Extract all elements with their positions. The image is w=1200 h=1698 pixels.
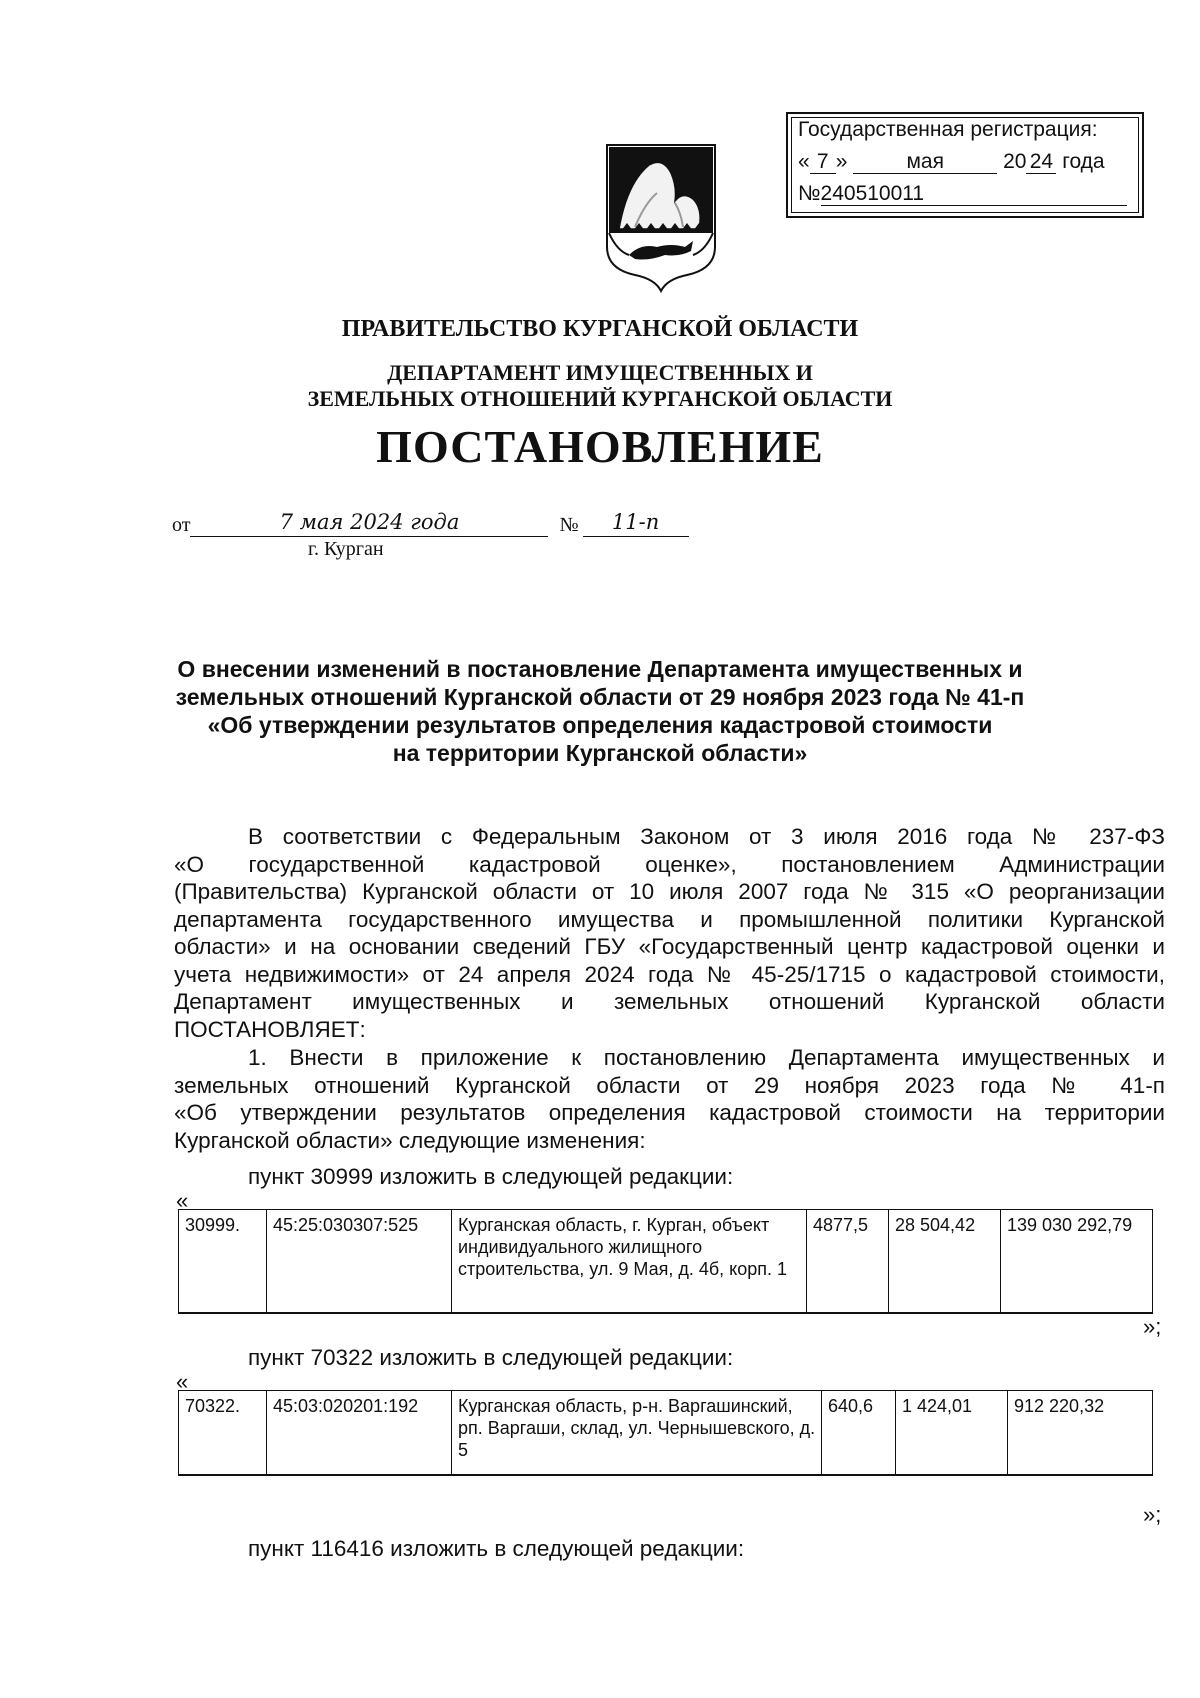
registration-title: Государственная регистрация: [798,118,1098,141]
handwritten-number: 11-п [611,510,660,534]
object-address: Курганская область, г. Курган, объект индивидуального жилищного строительства, ул. 9 Мая, д. 4б, корп. 1 [452,1210,807,1314]
quote-open: « [176,1369,189,1394]
object-area: 640,6 [822,1391,896,1476]
quote-open: « [176,1188,189,1213]
subject-line: О внесении изменений в постановление Департамента имущественных и [177,656,1023,682]
quote-close: »; [1143,1502,1162,1527]
paragraph-item-1 [174,1044,1165,1154]
subject-line: земельных отношений Курганской области от 29 ноября 2023 года № 41-п [175,684,1025,710]
registration-stamp [786,112,1144,218]
city-label: г. Курган [308,538,384,560]
cadastral-row-table [178,1209,1153,1314]
text-line: Курганской области» следующие изменения: [174,1127,646,1153]
row-number: 30999. [179,1210,267,1314]
text-line: «О государственной кадастровой оценке», постановлением Администрации [174,851,1165,877]
registration-number: №240510011 [798,182,1127,206]
department-title-line2: ЗЕМЕЛЬНЫХ ОТНОШЕНИЙ КУРГАНСКОЙ ОБЛАСТИ [307,386,893,411]
department-title-line1: ДЕПАРТАМЕНТ ИМУЩЕСТВЕННЫХ И [387,360,813,385]
document-type-title: ПОСТАНОВЛЕНИЕ [376,421,824,472]
cadastral-row-table [178,1390,1153,1476]
cadastral-number: 45:25:030307:525 [267,1210,452,1314]
coat-of-arms-icon [605,143,717,293]
registration-number-value: 240510011 [821,183,1127,206]
specific-value: 1 424,01 [896,1391,1008,1476]
date-number-line: от 7 мая 2024 года № 11-п [172,512,689,537]
paragraph-preamble [174,823,1165,1043]
text-line: ПОСТАНОВЛЯЕТ: [174,1016,366,1042]
row-number: 70322. [179,1391,267,1476]
cadastral-value: 912 220,32 [1008,1391,1153,1476]
handwritten-date: 7 мая 2024 года [279,510,460,534]
text-line: области» и на основании сведений ГБУ «Государственный центр кадастровой оценки и [174,934,1165,959]
text-line: земельных отношений Курганской области от 29 ноября 2023 года № 41-п [174,1072,1165,1098]
table-row [179,1391,1153,1476]
quote-close: »; [1143,1314,1162,1339]
specific-value: 28 504,42 [889,1210,1001,1314]
registration-month: мая [853,151,997,174]
text-line: «Об утверждении результатов определения кадастровой стоимости на территории [174,1100,1165,1125]
text-line: 1. Внести в приложение к постановлению Департамента имущественных и [248,1045,1165,1070]
text-line: В соответствии с Федеральным Законом от 3 июля 2016 года № 237-ФЗ [248,824,1165,849]
text-line: учета недвижимости» от 24 апреля 2024 года № 45-25/1715 о кадастровой стоимости, [174,961,1165,987]
text-line: Департамент имущественных и земельных отношений Курганской области [174,989,1165,1014]
amendment-intro: пункт 70322 изложить в следующей редакции: [248,1345,734,1370]
object-area: 4877,5 [807,1210,889,1314]
registration-day: 7 [810,151,836,174]
amendment-intro: пункт 116416 изложить в следующей редакции: [248,1536,745,1561]
text-line: (Правительства) Курганской области от 10 июля 2007 года № 315 «О реорганизации [174,879,1165,904]
cadastral-value: 139 030 292,79 [1001,1210,1153,1314]
object-address: Курганская область, р-н. Варгашинский, рп. Варгаши, склад, ул. Чернышевского, д. 5 [452,1391,822,1476]
table-row [179,1210,1153,1314]
date-field [190,512,548,537]
subject-line: на территории Курганской области» [392,740,808,766]
text-line: департамента государственного имущества и промышленной политики Курганской [174,906,1165,932]
amendment-intro: пункт 30999 изложить в следующей редакции: [248,1164,734,1189]
registration-date: « 7 » мая 20 24 года [798,150,1105,173]
cadastral-number: 45:03:020201:192 [267,1391,452,1476]
number-field [583,512,689,537]
subject-line: «Об утверждении результатов определения кадастровой стоимости [207,712,993,738]
registration-year: 24 [1026,151,1056,174]
government-title: ПРАВИТЕЛЬСТВО КУРГАНСКОЙ ОБЛАСТИ [341,316,859,342]
